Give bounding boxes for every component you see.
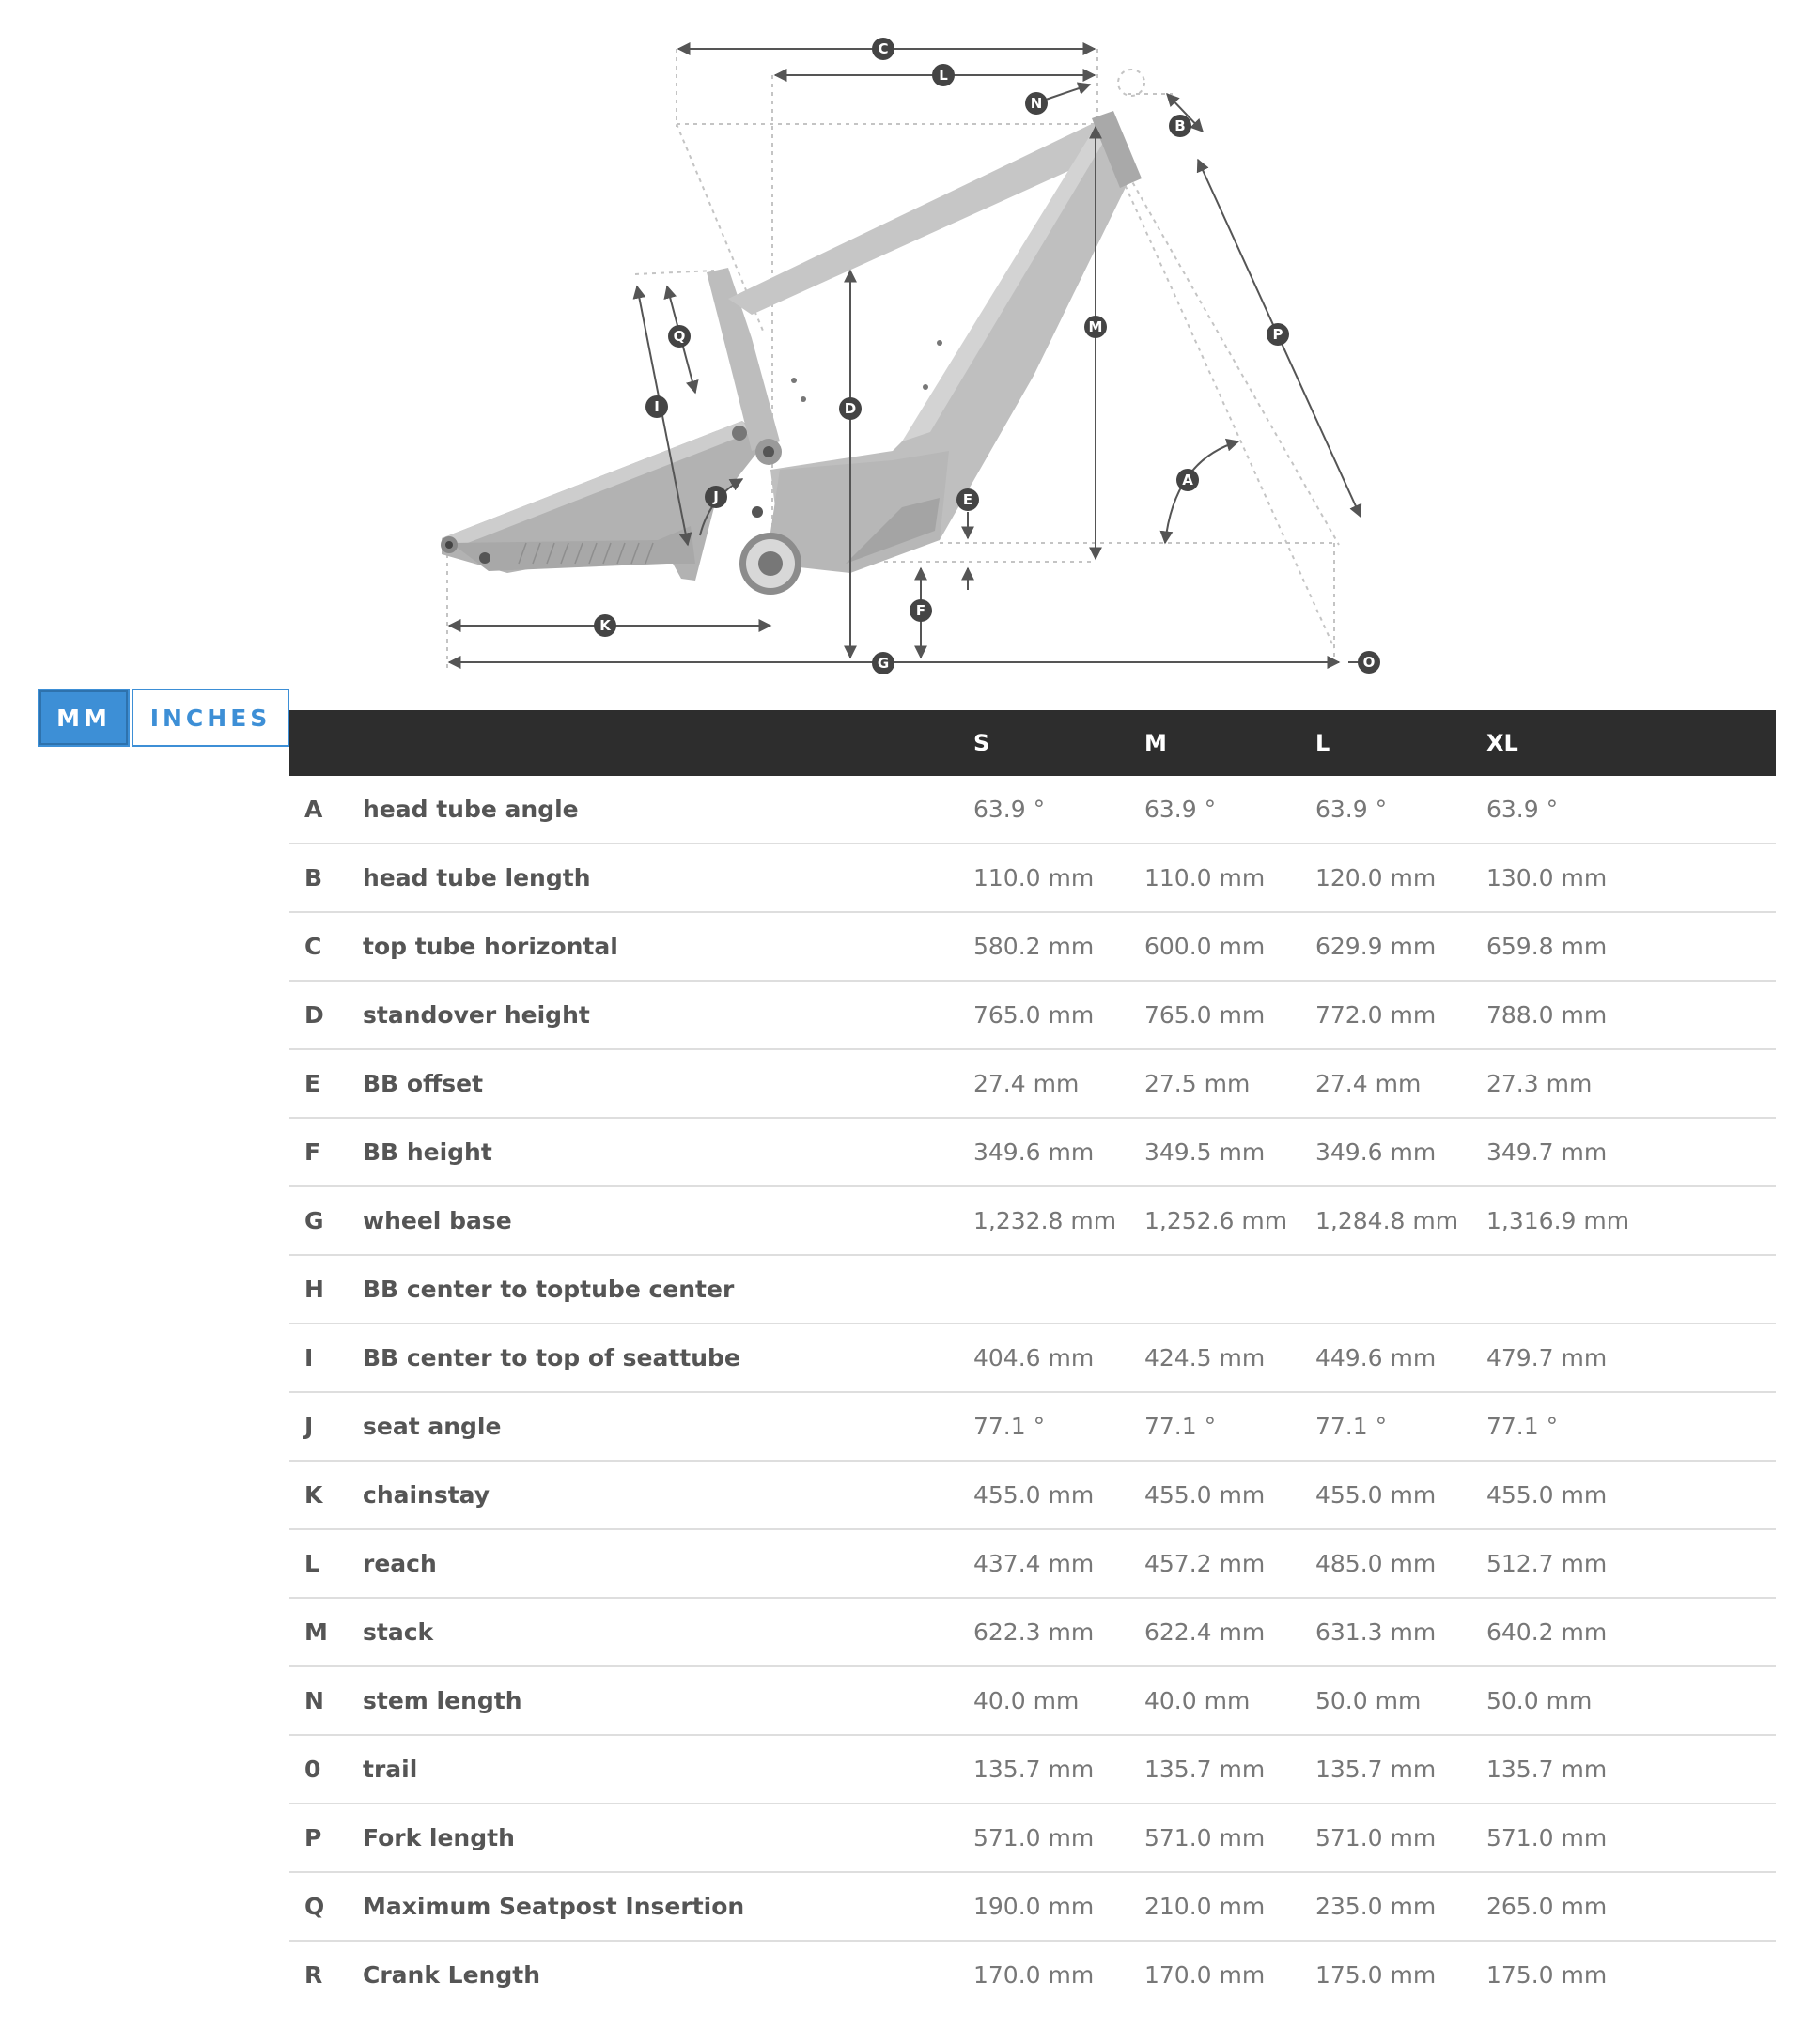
row-letter: A xyxy=(304,796,323,823)
row-value-xl: 640.2 mm xyxy=(1486,1618,1608,1646)
row-letter: E xyxy=(304,1070,321,1097)
row-letter: N xyxy=(304,1687,324,1714)
marker-d xyxy=(839,397,862,420)
marker-m xyxy=(1084,316,1107,338)
svg-text:F: F xyxy=(915,602,926,619)
svg-text:B: B xyxy=(1174,117,1186,134)
svg-text:L: L xyxy=(939,67,948,84)
row-letter: I xyxy=(304,1344,314,1371)
row-value-l: 27.4 mm xyxy=(1315,1070,1422,1097)
row-letter: Q xyxy=(304,1893,325,1920)
row-label: head tube angle xyxy=(363,796,579,823)
table-row xyxy=(289,1324,1776,1393)
row-value-m: 455.0 mm xyxy=(1144,1481,1266,1509)
row-label: top tube horizontal xyxy=(363,933,618,960)
marker-e xyxy=(956,488,979,511)
row-value-l: 449.6 mm xyxy=(1315,1344,1437,1371)
marker-p xyxy=(1267,323,1289,346)
row-value-m: 1,252.6 mm xyxy=(1144,1207,1288,1234)
svg-text:N: N xyxy=(1030,95,1043,112)
marker-j xyxy=(705,486,727,508)
row-label: Maximum Seatpost Insertion xyxy=(363,1893,745,1920)
row-label: reach xyxy=(363,1550,437,1577)
row-letter: P xyxy=(304,1824,322,1851)
row-value-xl: 50.0 mm xyxy=(1486,1687,1593,1714)
svg-text:J: J xyxy=(713,488,719,505)
table-row xyxy=(289,1804,1776,1873)
table-row xyxy=(289,1530,1776,1599)
svg-text:C: C xyxy=(878,40,889,57)
row-value-s: 77.1 ° xyxy=(973,1413,1046,1440)
svg-text:O: O xyxy=(1362,654,1376,671)
unit-mm-button[interactable]: MM xyxy=(38,689,130,747)
row-value-l: 485.0 mm xyxy=(1315,1550,1437,1577)
row-value-xl: 1,316.9 mm xyxy=(1486,1207,1630,1234)
svg-text:Q: Q xyxy=(673,328,686,345)
row-value-xl: 659.8 mm xyxy=(1486,933,1608,960)
svg-text:D: D xyxy=(844,400,857,417)
row-label: BB offset xyxy=(363,1070,484,1097)
row-value-s: 190.0 mm xyxy=(973,1893,1095,1920)
row-value-s: 27.4 mm xyxy=(973,1070,1080,1097)
row-value-m: 135.7 mm xyxy=(1144,1756,1266,1783)
row-label: trail xyxy=(363,1756,418,1783)
row-letter: J xyxy=(304,1413,314,1440)
row-label: BB center to toptube center xyxy=(363,1276,735,1303)
row-value-m: 77.1 ° xyxy=(1144,1413,1217,1440)
row-label: BB center to top of seattube xyxy=(363,1344,740,1371)
row-value-m: 600.0 mm xyxy=(1144,933,1266,960)
row-value-s: 404.6 mm xyxy=(973,1344,1095,1371)
row-value-l: 135.7 mm xyxy=(1315,1756,1437,1783)
row-value-m: 63.9 ° xyxy=(1144,796,1217,823)
row-value-xl: 455.0 mm xyxy=(1486,1481,1608,1509)
row-letter: L xyxy=(304,1550,319,1577)
row-value-s: 63.9 ° xyxy=(973,796,1046,823)
marker-g xyxy=(872,652,894,674)
table-row xyxy=(289,1119,1776,1187)
row-value-m: 27.5 mm xyxy=(1144,1070,1251,1097)
geometry-diagram xyxy=(0,0,1804,686)
row-label: wheel base xyxy=(363,1207,512,1234)
row-value-s: 349.6 mm xyxy=(973,1138,1095,1166)
table-row xyxy=(289,776,1776,844)
row-value-xl: 63.9 ° xyxy=(1486,796,1559,823)
row-value-l: 631.3 mm xyxy=(1315,1618,1437,1646)
row-letter: K xyxy=(304,1481,323,1509)
row-value-s: 437.4 mm xyxy=(973,1550,1095,1577)
row-value-xl: 571.0 mm xyxy=(1486,1824,1608,1851)
row-value-xl: 130.0 mm xyxy=(1486,864,1608,891)
row-label: Crank Length xyxy=(363,1961,541,1989)
row-letter: F xyxy=(304,1138,321,1166)
table-row xyxy=(289,982,1776,1050)
row-letter: C xyxy=(304,933,322,960)
marker-k xyxy=(594,614,616,637)
row-value-s: 455.0 mm xyxy=(973,1481,1095,1509)
table-row xyxy=(289,1462,1776,1530)
row-letter: H xyxy=(304,1276,324,1303)
table-row xyxy=(289,1050,1776,1119)
row-value-xl: 135.7 mm xyxy=(1486,1756,1608,1783)
row-value-xl: 788.0 mm xyxy=(1486,1001,1608,1029)
row-value-xl: 512.7 mm xyxy=(1486,1550,1608,1577)
row-label: BB height xyxy=(363,1138,492,1166)
row-letter: B xyxy=(304,864,323,891)
marker-f xyxy=(910,599,932,622)
row-value-xl: 349.7 mm xyxy=(1486,1138,1608,1166)
row-value-s: 170.0 mm xyxy=(973,1961,1095,1989)
row-label: seat angle xyxy=(363,1413,502,1440)
table-body xyxy=(289,776,1776,2010)
svg-text:G: G xyxy=(877,655,890,672)
row-letter: M xyxy=(304,1618,328,1646)
svg-text:P: P xyxy=(1272,326,1283,343)
table-row xyxy=(289,1393,1776,1462)
row-value-s: 110.0 mm xyxy=(973,864,1095,891)
row-value-s: 571.0 mm xyxy=(973,1824,1095,1851)
row-value-l: 235.0 mm xyxy=(1315,1893,1437,1920)
marker-n xyxy=(1025,92,1048,115)
table-row xyxy=(289,1942,1776,2010)
row-letter: R xyxy=(304,1961,323,1989)
geometry-table xyxy=(289,710,1776,2010)
marker-i xyxy=(645,395,668,418)
header-size-l[interactable]: L xyxy=(1315,730,1330,756)
table-header xyxy=(289,710,1776,776)
row-value-m: 765.0 mm xyxy=(1144,1001,1266,1029)
svg-text:E: E xyxy=(962,491,973,508)
header-size-s[interactable]: S xyxy=(973,730,990,756)
row-label: head tube length xyxy=(363,864,591,891)
reference-lines xyxy=(447,49,1339,669)
marker-b xyxy=(1169,115,1191,137)
row-value-xl: 27.3 mm xyxy=(1486,1070,1593,1097)
svg-text:I: I xyxy=(654,398,660,415)
row-value-l: 1,284.8 mm xyxy=(1315,1207,1459,1234)
row-value-s: 765.0 mm xyxy=(973,1001,1095,1029)
row-value-xl: 265.0 mm xyxy=(1486,1893,1608,1920)
marker-q xyxy=(668,325,691,348)
row-value-l: 175.0 mm xyxy=(1315,1961,1437,1989)
row-value-s: 135.7 mm xyxy=(973,1756,1095,1783)
row-value-xl: 479.7 mm xyxy=(1486,1344,1608,1371)
row-value-m: 424.5 mm xyxy=(1144,1344,1266,1371)
row-label: chainstay xyxy=(363,1481,490,1509)
row-value-l: 455.0 mm xyxy=(1315,1481,1437,1509)
svg-text:A: A xyxy=(1182,472,1193,488)
row-letter: G xyxy=(304,1207,324,1234)
table-row xyxy=(289,1256,1776,1324)
row-value-l: 629.9 mm xyxy=(1315,933,1437,960)
marker-c xyxy=(872,38,894,60)
svg-text:M: M xyxy=(1088,318,1103,335)
row-label: stem length xyxy=(363,1687,522,1714)
row-value-m: 622.4 mm xyxy=(1144,1618,1266,1646)
row-value-m: 40.0 mm xyxy=(1144,1687,1251,1714)
table-row xyxy=(289,1599,1776,1667)
row-value-m: 349.5 mm xyxy=(1144,1138,1266,1166)
table-row xyxy=(289,1736,1776,1804)
marker-o xyxy=(1358,651,1380,674)
bike-frame xyxy=(441,111,1142,595)
svg-text:K: K xyxy=(599,617,611,634)
row-value-s: 622.3 mm xyxy=(973,1618,1095,1646)
marker-l xyxy=(932,64,955,86)
header-size-xl[interactable]: XL xyxy=(1486,730,1518,756)
unit-toggle xyxy=(38,689,289,747)
row-letter: 0 xyxy=(304,1756,321,1783)
header-size-m[interactable]: M xyxy=(1144,730,1167,756)
row-value-s: 580.2 mm xyxy=(973,933,1095,960)
frame-illustration xyxy=(0,0,1804,686)
row-value-l: 349.6 mm xyxy=(1315,1138,1437,1166)
dimension-lines xyxy=(449,49,1361,662)
row-value-m: 457.2 mm xyxy=(1144,1550,1266,1577)
row-value-l: 120.0 mm xyxy=(1315,864,1437,891)
table-row xyxy=(289,913,1776,982)
row-label: stack xyxy=(363,1618,434,1646)
row-value-xl: 175.0 mm xyxy=(1486,1961,1608,1989)
row-value-l: 63.9 ° xyxy=(1315,796,1388,823)
table-row xyxy=(289,1873,1776,1942)
row-label: Fork length xyxy=(363,1824,515,1851)
marker-a xyxy=(1176,469,1199,491)
row-value-m: 571.0 mm xyxy=(1144,1824,1266,1851)
row-value-l: 571.0 mm xyxy=(1315,1824,1437,1851)
row-value-s: 1,232.8 mm xyxy=(973,1207,1117,1234)
row-letter: D xyxy=(304,1001,324,1029)
row-value-l: 772.0 mm xyxy=(1315,1001,1437,1029)
row-value-l: 77.1 ° xyxy=(1315,1413,1388,1440)
row-value-m: 170.0 mm xyxy=(1144,1961,1266,1989)
row-value-xl: 77.1 ° xyxy=(1486,1413,1559,1440)
unit-inches-button[interactable]: INCHES xyxy=(132,689,289,747)
row-value-s: 40.0 mm xyxy=(973,1687,1080,1714)
row-value-m: 110.0 mm xyxy=(1144,864,1266,891)
row-value-l: 50.0 mm xyxy=(1315,1687,1422,1714)
table-row xyxy=(289,1667,1776,1736)
table-row xyxy=(289,844,1776,913)
row-label: standover height xyxy=(363,1001,590,1029)
table-row xyxy=(289,1187,1776,1256)
row-value-m: 210.0 mm xyxy=(1144,1893,1266,1920)
